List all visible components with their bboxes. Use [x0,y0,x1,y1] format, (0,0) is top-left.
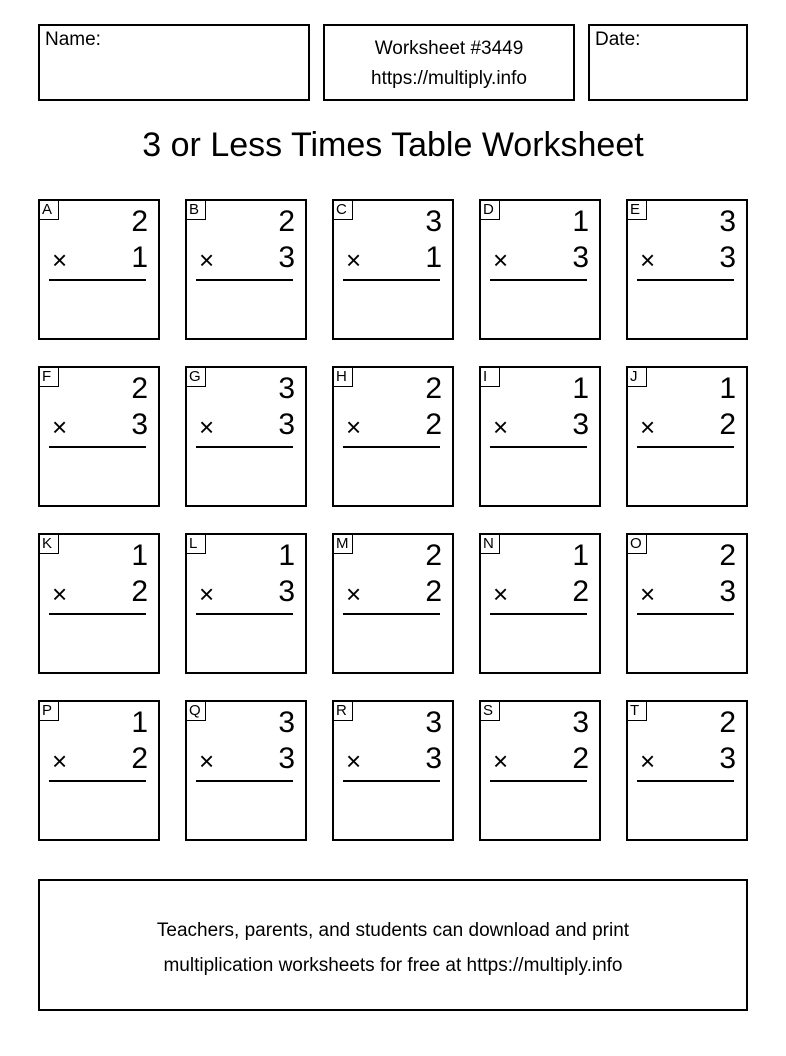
multiplicand: 1 [719,372,736,405]
multiplicand: 2 [719,539,736,572]
problem-card[interactable] [38,366,160,507]
problem-letter: I [481,368,500,387]
answer-line [490,613,587,615]
problem-card[interactable] [332,199,454,340]
problem-letter: G [187,368,206,387]
answer-line [49,446,146,448]
times-sign: × [640,412,656,442]
multiplier: 1 [425,241,442,274]
times-sign: × [640,579,656,609]
problem-card[interactable] [185,366,307,507]
problem-card[interactable] [479,533,601,674]
multiplier: 3 [278,408,295,441]
times-sign: × [52,746,68,776]
answer-line [49,613,146,615]
times-sign: × [199,412,215,442]
multiplier: 3 [719,742,736,775]
answer-line [343,780,440,782]
problem-card[interactable] [38,199,160,340]
multiplier: 1 [131,241,148,274]
footer-line-2: multiplication worksheets for free at https://multiply.info [163,955,623,976]
answer-line [196,279,293,281]
answer-line [637,613,734,615]
multiplicand: 1 [131,706,148,739]
problem-letter: Q [187,702,206,721]
multiplier: 2 [131,575,148,608]
answer-line [637,780,734,782]
answer-line [343,279,440,281]
problem-letter: L [187,535,206,554]
answer-line [637,279,734,281]
multiplier: 3 [572,408,589,441]
problem-card[interactable] [479,700,601,841]
times-sign: × [346,412,362,442]
times-sign: × [52,245,68,275]
problem-letter: R [334,702,353,721]
multiplier: 2 [572,575,589,608]
problem-letter: H [334,368,353,387]
problem-letter: D [481,201,500,220]
date-field[interactable] [588,24,748,101]
answer-line [196,613,293,615]
problem-card[interactable] [626,199,748,340]
problem-card[interactable] [332,366,454,507]
problem-card[interactable] [38,700,160,841]
worksheet-number: Worksheet #3449 [374,38,524,59]
problem-letter: K [40,535,59,554]
multiplicand: 2 [425,372,442,405]
problem-letter: F [40,368,59,387]
problem-letter: B [187,201,206,220]
multiplicand: 2 [719,706,736,739]
multiplier: 3 [719,575,736,608]
multiplier: 3 [278,241,295,274]
worksheet-url[interactable]: https://multiply.info [371,68,527,89]
problem-letter: N [481,535,500,554]
problem-card[interactable] [626,700,748,841]
multiplicand: 3 [278,706,295,739]
times-sign: × [346,746,362,776]
answer-line [637,446,734,448]
times-sign: × [346,579,362,609]
problem-card[interactable] [185,700,307,841]
times-sign: × [493,579,509,609]
multiplier: 2 [719,408,736,441]
problem-letter: P [40,702,59,721]
problem-letter: M [334,535,353,554]
answer-line [490,446,587,448]
problem-card[interactable] [332,700,454,841]
multiplier: 3 [278,575,295,608]
times-sign: × [640,746,656,776]
multiplicand: 1 [572,372,589,405]
footer-note [38,879,748,1011]
problem-card[interactable] [38,533,160,674]
problem-letter: E [628,201,647,220]
answer-line [490,279,587,281]
problem-letter: J [628,368,647,387]
times-sign: × [199,245,215,275]
problem-card[interactable] [332,533,454,674]
multiplicand: 3 [572,706,589,739]
page-title: 3 or Less Times Table Worksheet [142,126,644,164]
multiplier: 3 [719,241,736,274]
times-sign: × [199,746,215,776]
multiplier: 3 [572,241,589,274]
multiplicand: 3 [425,706,442,739]
times-sign: × [52,412,68,442]
answer-line [343,613,440,615]
date-label: Date: [595,29,641,50]
problem-card[interactable] [185,533,307,674]
answer-line [196,446,293,448]
multiplier: 2 [572,742,589,775]
problem-card[interactable] [626,533,748,674]
problem-card[interactable] [626,366,748,507]
multiplicand: 1 [572,205,589,238]
times-sign: × [52,579,68,609]
footer-line-1: Teachers, parents, and students can download and print [156,920,630,941]
problem-letter: A [40,201,59,220]
times-sign: × [493,245,509,275]
times-sign: × [493,746,509,776]
name-field[interactable] [38,24,310,101]
multiplicand: 2 [278,205,295,238]
times-sign: × [346,245,362,275]
answer-line [490,780,587,782]
multiplicand: 1 [131,539,148,572]
multiplicand: 3 [719,205,736,238]
problem-card[interactable] [185,199,307,340]
multiplicand: 3 [425,205,442,238]
problem-card[interactable] [479,366,601,507]
worksheet-info-box [323,24,575,101]
problem-letter: S [481,702,500,721]
multiplicand: 1 [572,539,589,572]
name-label: Name: [45,29,101,50]
problem-card[interactable] [479,199,601,340]
multiplicand: 3 [278,372,295,405]
problem-letter: T [628,702,647,721]
multiplier: 3 [131,408,148,441]
problem-letter: C [334,201,353,220]
multiplier: 3 [425,742,442,775]
answer-line [196,780,293,782]
answer-line [49,279,146,281]
multiplier: 2 [425,575,442,608]
multiplier: 3 [278,742,295,775]
problem-letter: O [628,535,647,554]
multiplicand: 2 [131,205,148,238]
answer-line [343,446,440,448]
multiplicand: 2 [425,539,442,572]
times-sign: × [199,579,215,609]
multiplier: 2 [425,408,442,441]
multiplicand: 2 [131,372,148,405]
multiplier: 2 [131,742,148,775]
answer-line [49,780,146,782]
times-sign: × [493,412,509,442]
multiplicand: 1 [278,539,295,572]
times-sign: × [640,245,656,275]
